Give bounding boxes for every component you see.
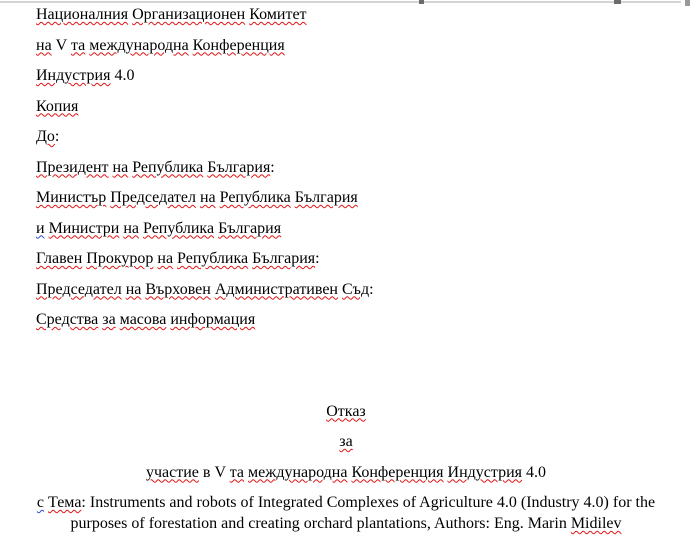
blank-line [0, 366, 692, 397]
spellcheck-underlined-word: България [218, 219, 282, 237]
spellcheck-underlined-word: на [125, 280, 142, 298]
plain-text: V [51, 36, 71, 54]
grammar-underlined-word: и [36, 219, 45, 237]
spellcheck-underlined-word: Съд [342, 280, 370, 298]
plain-text: purposes of forestation and creating orchard plantations, Authors: Eng. Marin [70, 515, 571, 532]
spellcheck-underlined-word: Върховен [145, 280, 211, 298]
spellcheck-underlined-word: на [112, 158, 129, 176]
spellcheck-underlined-word: международна [248, 463, 348, 481]
text-line [0, 214, 692, 245]
text-line [0, 458, 692, 489]
spellcheck-underlined-word: международна [89, 36, 189, 54]
grammar-underlined-word: с [36, 494, 45, 511]
spellcheck-underlined-word: Република [177, 250, 249, 267]
blank-line [0, 336, 692, 367]
text-line [0, 513, 692, 534]
plain-text: : [270, 158, 275, 176]
spellcheck-underlined-word: Административен [214, 280, 338, 298]
text-line [0, 0, 692, 31]
plain-text: 4.0 [522, 463, 546, 481]
spellcheck-underlined-word: участие [146, 463, 199, 481]
spellcheck-underlined-word: на [36, 36, 52, 54]
spellcheck-underlined-word: Република [143, 219, 215, 237]
spellcheck-underlined-word: България [207, 158, 271, 176]
text-line [0, 61, 692, 92]
spellcheck-underlined-word: масова [119, 311, 167, 328]
spellcheck-underlined-word: Председател [36, 280, 122, 298]
text-line [0, 275, 692, 306]
spellcheck-underlined-word: Конференция [192, 36, 285, 54]
spellcheck-underlined-word: Тема [48, 494, 82, 511]
spellcheck-underlined-word: България [252, 250, 316, 267]
spellcheck-underlined-word: Отказ [326, 402, 366, 420]
plain-text: 4.0 [110, 67, 135, 84]
spellcheck-underlined-word: за [339, 433, 353, 450]
text-line [0, 153, 692, 184]
spellcheck-underlined-word: Прокурор [86, 250, 154, 267]
spellcheck-underlined-word: Република [219, 189, 291, 206]
spellcheck-underlined-word: та [70, 36, 86, 54]
spellcheck-underlined-word: Президент [36, 158, 109, 176]
spellcheck-underlined-word: Националния [36, 6, 129, 23]
spellcheck-underlined-word: Република [132, 158, 204, 176]
spellcheck-underlined-word: на [157, 250, 174, 267]
spellcheck-underlined-word: Министри [48, 219, 120, 237]
spellcheck-underlined-word: та [229, 463, 245, 481]
spellcheck-underlined-word: Конференция [351, 463, 444, 481]
text-line [0, 244, 692, 275]
text-line [0, 492, 692, 513]
plain-text: в V [198, 463, 230, 481]
text-line [0, 427, 692, 458]
spellcheck-underlined-word: информация [170, 311, 256, 328]
spellcheck-underlined-word: Средства [36, 311, 99, 328]
spellcheck-underlined-word: Индустрия [447, 463, 522, 481]
spellcheck-underlined-word: Министър [36, 189, 107, 206]
text-line [0, 92, 692, 123]
text-line [0, 122, 692, 153]
spellcheck-underlined-word: Midilev [570, 515, 622, 532]
spellcheck-underlined-word: на [123, 219, 139, 237]
plain-text: : Instruments and robots of Integrated Complexes of Agriculture 4.0 (Industry 4.0) for the [81, 494, 656, 511]
plain-text: : [369, 280, 374, 298]
spellcheck-underlined-word: Комитет [249, 6, 307, 23]
plain-text: : [54, 128, 60, 145]
spellcheck-underlined-word: Организационен [132, 6, 246, 23]
text-line [0, 31, 692, 62]
spellcheck-underlined-word: До [36, 128, 55, 145]
spellcheck-underlined-word: Индустрия [36, 67, 111, 84]
text-line [0, 397, 692, 428]
spellcheck-underlined-word: за [102, 311, 116, 328]
spellcheck-underlined-word: на [199, 189, 216, 206]
text-line [0, 305, 692, 336]
spellcheck-underlined-word: Главен [36, 250, 83, 267]
text-line [0, 183, 692, 214]
spellcheck-underlined-word: Копия [36, 97, 79, 115]
spellcheck-underlined-word: Председател [110, 189, 196, 206]
plain-text: : [315, 250, 320, 267]
spellcheck-underlined-word: България [294, 189, 358, 206]
